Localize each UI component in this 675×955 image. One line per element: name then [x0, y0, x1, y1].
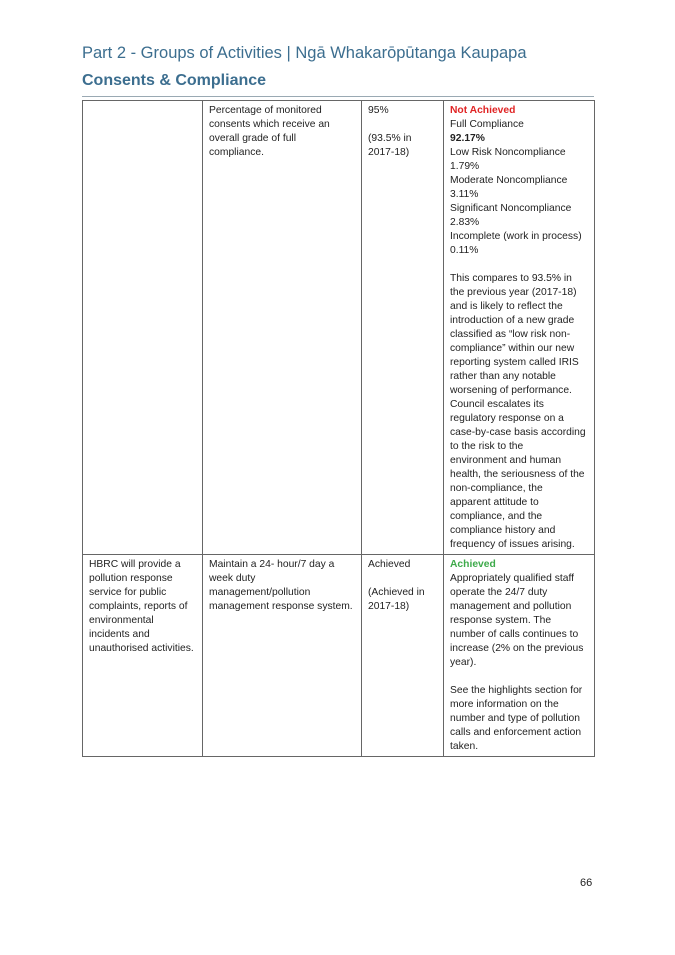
result-line: Low Risk Noncompliance 1.79% [450, 147, 566, 172]
target-value: 95% [368, 105, 389, 116]
measure-text: Maintain a 24- hour/7 day a week duty management/pollution management response system. [209, 559, 353, 612]
service-text: HBRC will provide a pollution response service for public complaints, reports of environmental incidents and unauthorised activities. [89, 559, 194, 654]
result-paragraph: This compares to 93.5% in the previous year (2017-18) and is likely to reflect the introduction of a new grade classified as “low risk non- compliance” within our new reporting system called IRIS rather than any notable worsening of performance. Council escalates its regulatory response on a case-by-case basis according to the risk to the environment and human health, the seriousness of the non-compliance, the apparent attitude to compliance, and the compliance history and frequency of issues arising. [450, 273, 586, 550]
status-badge: Achieved [450, 559, 496, 570]
target-value: Achieved [368, 559, 411, 570]
header-rule [82, 96, 594, 97]
target-cell [362, 555, 444, 757]
target-note: (93.5% in 2017-18) [368, 133, 412, 158]
section-title: Consents & Compliance [82, 72, 267, 89]
measure-cell [203, 101, 362, 555]
result-paragraph: See the highlights section for more information on the number and type of pollution calls and enforcement action taken. [450, 685, 583, 752]
page-number: 66 [580, 877, 593, 889]
service-cell [83, 101, 203, 555]
performance-table [82, 100, 595, 757]
result-cell [444, 555, 595, 757]
result-cell [444, 101, 595, 555]
target-note: (Achieved in 2017-18) [368, 587, 425, 612]
result-paragraph: Appropriately qualified staff operate the 24/7 duty management and pollution response system. The number of calls continues to increase (2% on the previous year). [450, 573, 584, 668]
measure-cell [203, 555, 362, 757]
result-line: Full Compliance [450, 119, 524, 130]
service-cell [83, 555, 203, 757]
page-header-title: Part 2 - Groups of Activities | Ngā Whakarōpūtanga Kaupapa [82, 44, 527, 62]
table-row [83, 101, 595, 555]
result-line: Moderate Noncompliance 3.11% [450, 175, 568, 200]
result-line: Significant Noncompliance 2.83% [450, 203, 572, 228]
result-line: 92.17% [450, 133, 485, 144]
measure-text: Percentage of monitored consents which receive an overall grade of full compliance. [209, 105, 330, 158]
target-cell [362, 101, 444, 555]
table-row [83, 555, 595, 757]
status-badge: Not Achieved [450, 105, 516, 116]
result-line: Incomplete (work in process) 0.11% [450, 231, 582, 256]
